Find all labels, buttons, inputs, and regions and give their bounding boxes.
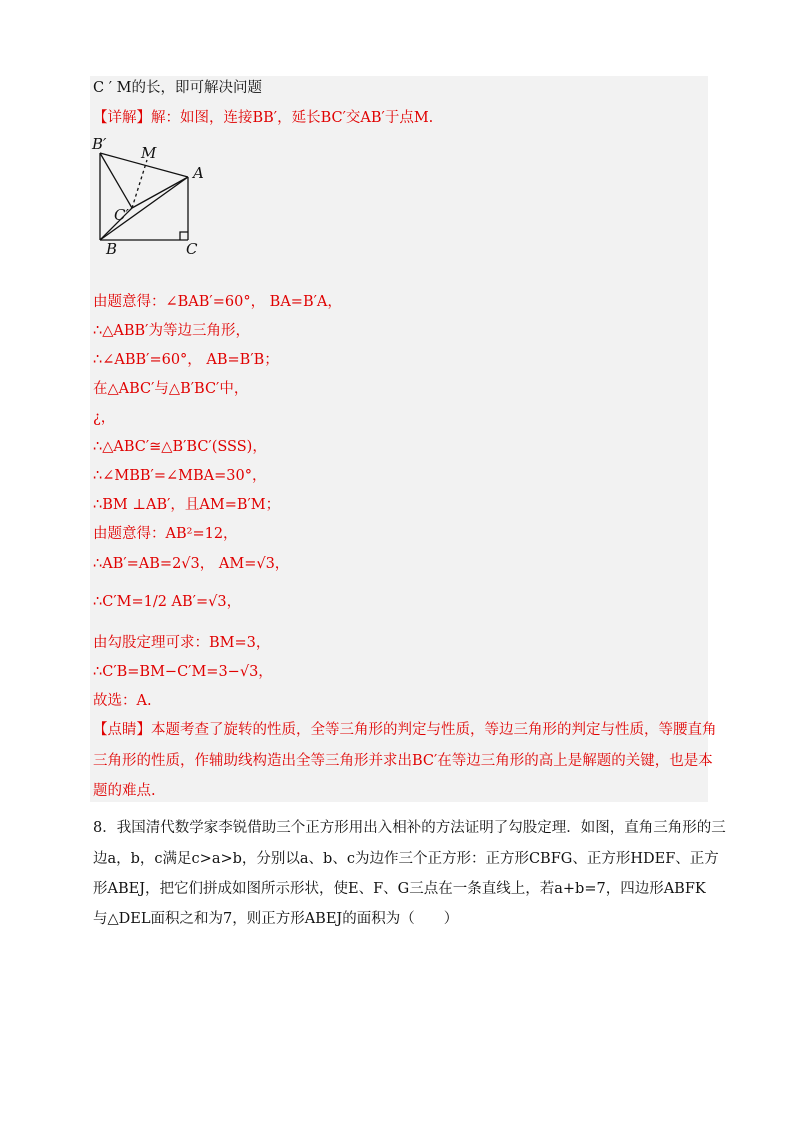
question-8-line-1: 8．我国清代数学家李锐借助三个正方形用出入相补的方法证明了勾股定理．如图，直角三角形的三: [93, 820, 726, 836]
solution-line-10: ∴BM ⊥AB′，且AM=B′M；: [93, 497, 281, 513]
solution-line-18: 三角形的性质，作辅助线构造出全等三角形并求出BC′在等边三角形的高上是解题的关键，也是本: [93, 753, 713, 769]
solution-line-8: ∴△ABC′≅△B′BC′(SSS)，: [93, 439, 267, 455]
solution-line-1: C ′ M的长，即可解决问题: [93, 80, 262, 96]
solution-line-14: 由勾股定理可求：BM=3，: [93, 635, 271, 651]
solution-line-5: ∴∠ABB′=60°， AB=B′B；: [93, 352, 279, 368]
solution-line-3: 由题意得：∠BAB′=60°， BA=B′A，: [93, 294, 342, 310]
solution-line-9: ∴∠MBB′=∠MBA=30°，: [93, 468, 267, 484]
solution-line-19: 题的难点.: [93, 783, 156, 799]
label-b: B: [106, 240, 118, 258]
label-c: C: [186, 240, 198, 258]
question-8-line-3: 形ABEJ，把它们拼成如图所示形状，使E、F、G三点在一条直线上，若a+b=7，四边形ABFK: [93, 881, 706, 897]
detail-text: 解：如图，连接BB′，延长BC′交AB′于点M.: [151, 110, 434, 126]
comment-tag: 【点睛】: [93, 722, 151, 738]
question-8-line-2: 边a，b，c满足c>a>b，分别以a、b、c为边作三个正方形：正方形CBFG、正方形HDEF、正方: [93, 851, 719, 867]
solution-line-12: ∴AB′=AB=2√3， AM=√3，: [93, 556, 290, 572]
detail-tag: 【详解】: [93, 110, 151, 126]
solution-line-11: 由题意得：AB²=12，: [93, 526, 238, 542]
solution-line-4: ∴△ABB′为等边三角形，: [93, 323, 250, 339]
label-c-prime: C′: [114, 206, 129, 224]
label-b-prime: B′: [92, 136, 107, 153]
solution-line-2: [93, 108, 433, 128]
segment-bprime-cprime: [100, 153, 132, 208]
question-8-line-4: 与△DEL面积之和为7，则正方形ABEJ的面积为（ ）: [93, 911, 459, 927]
solution-line-7: ¿，: [93, 410, 116, 426]
geometry-diagram: [90, 136, 220, 258]
right-angle-mark: [180, 232, 188, 240]
solution-line-17: [93, 720, 717, 740]
comment-text: 本题考查了旋转的性质，全等三角形的判定与性质，等边三角形的判定与性质，等腰直角: [151, 722, 717, 738]
label-m: M: [141, 144, 157, 162]
solution-line-16: 故选：A.: [93, 693, 152, 709]
label-a: A: [193, 164, 204, 182]
solution-line-6: 在△ABC′与△B′BC′中，: [93, 381, 249, 397]
solution-line-13: ∴C′M=1/2 AB′=√3，: [93, 594, 242, 610]
segment-cprime-a: [132, 177, 188, 208]
solution-line-15: ∴C′B=BM−C′M=3−√3，: [93, 664, 273, 680]
